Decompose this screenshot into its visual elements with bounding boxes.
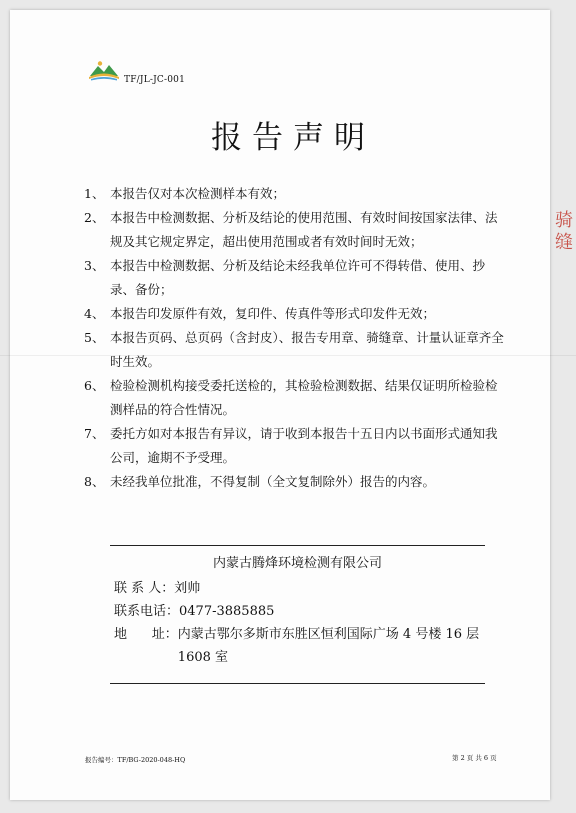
page-title: 报告声明 bbox=[211, 120, 375, 156]
item-text: 本报告中检测数据、分析及结论未经我单位许可不得转借、使用、抄录、备份； bbox=[110, 258, 486, 297]
item-number: 4、 bbox=[84, 306, 105, 321]
statement-list bbox=[84, 182, 504, 494]
contact-phone-label: 联系电话： bbox=[114, 604, 180, 619]
page-number: 第 2 页 共 6 页 bbox=[452, 754, 497, 762]
contact-person: 刘帅 bbox=[174, 581, 201, 596]
item-number: 7、 bbox=[84, 426, 105, 441]
item-number: 5、 bbox=[84, 330, 105, 345]
item-text: 本报告仅对本次检测样本有效； bbox=[110, 186, 286, 201]
report-number: 报告编号：TF/BG-2020-048-HQ bbox=[85, 756, 186, 764]
list-item bbox=[84, 422, 504, 470]
item-text: 本报告中检测数据、分析及结论的使用范围、有效时间按国家法律、法规及其它规定界定，超出使用范围或者有效时间时无效； bbox=[110, 210, 498, 249]
contact-phone-row bbox=[110, 600, 485, 623]
list-item bbox=[84, 374, 504, 422]
list-item bbox=[84, 302, 504, 326]
item-number: 3、 bbox=[84, 258, 105, 273]
contact-block bbox=[110, 545, 485, 684]
company-logo-icon bbox=[88, 60, 120, 82]
contact-address: 内蒙古鄂尔多斯市东胜区恒利国际广场 4 号楼 16 层 1608 室 bbox=[177, 627, 480, 665]
item-text: 本报告页码、总页码（含封皮）、报告专用章、骑缝章、计量认证章齐全时生效。 bbox=[110, 330, 504, 369]
contact-phone: 0477-3885885 bbox=[179, 604, 275, 619]
contact-person-row bbox=[110, 577, 485, 600]
item-text: 本报告印发原件有效，复印件、传真件等形式印发件无效； bbox=[110, 306, 436, 321]
seal-text: 骑缝 bbox=[555, 210, 573, 253]
item-number: 2、 bbox=[84, 210, 105, 225]
item-text: 委托方如对本报告有异议，请于收到本报告十五日内以书面形式通知我公司，逾期不予受理。 bbox=[110, 426, 498, 465]
contact-address-row bbox=[110, 623, 485, 669]
contact-person-label: 联 系 人： bbox=[114, 581, 175, 596]
list-item bbox=[84, 326, 504, 374]
item-text: 未经我单位批准，不得复制（全文复制除外）报告的内容。 bbox=[110, 474, 436, 489]
list-item bbox=[84, 206, 504, 254]
item-number: 6、 bbox=[84, 378, 105, 393]
list-item bbox=[84, 254, 504, 302]
list-item bbox=[84, 182, 504, 206]
list-item bbox=[84, 470, 504, 494]
item-number: 8、 bbox=[84, 474, 105, 489]
document-code: TF/JL-JC-001 bbox=[124, 75, 186, 85]
item-text: 检验检测机构接受委托送检的，其检验检测数据、结果仅证明所检验检测样品的符合性情况。 bbox=[110, 378, 498, 417]
item-number: 1、 bbox=[84, 186, 105, 201]
company-name: 内蒙古腾烽环境检测有限公司 bbox=[212, 556, 382, 571]
contact-address-label: 地 址： bbox=[114, 627, 178, 642]
seam-seal bbox=[554, 210, 576, 280]
